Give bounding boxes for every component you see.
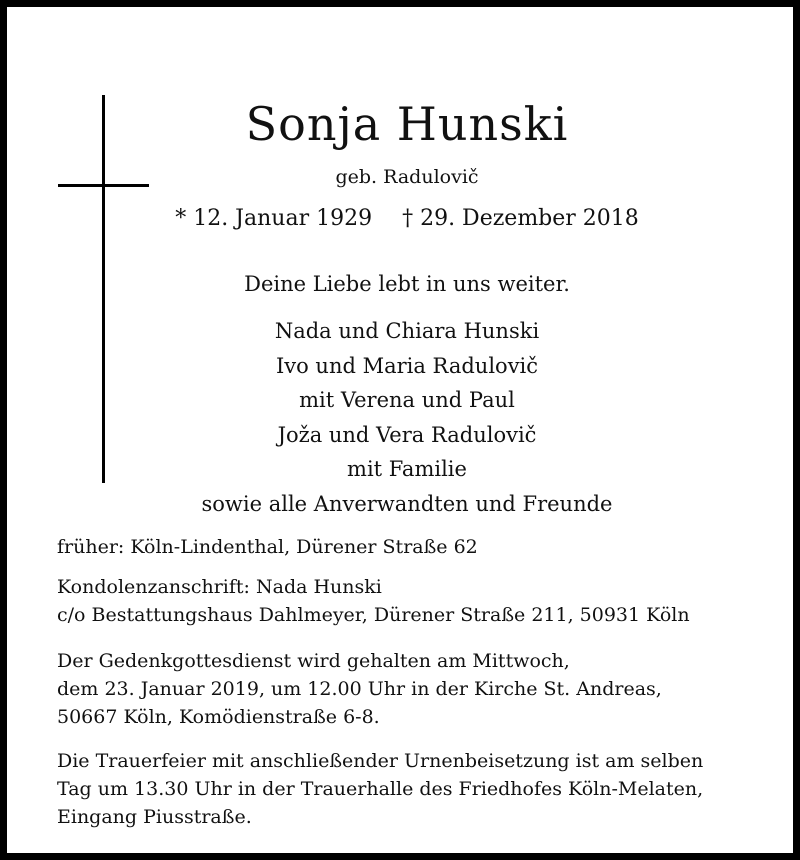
funeral-line: Tag um 13.30 Uhr in der Trauerhalle des Friedhofes Köln-Melaten, bbox=[57, 778, 704, 800]
mourner-line: mit Verena und Paul bbox=[299, 388, 515, 412]
funeral-line: Eingang Piusstraße. bbox=[57, 806, 252, 828]
mourner-line: mit Familie bbox=[347, 457, 467, 481]
deceased-name: Sonja Hunski bbox=[245, 97, 569, 151]
condolence-address bbox=[57, 573, 787, 629]
motto: Deine Liebe lebt in uns weiter. bbox=[244, 272, 570, 296]
cross-icon-vertical-bar bbox=[102, 95, 105, 483]
memorial-line: dem 23. Januar 2019, um 12.00 Uhr in der Kirche St. Andreas, bbox=[57, 678, 662, 700]
funeral-line: Die Trauerfeier mit anschließender Urnenbeisetzung ist am selben bbox=[57, 750, 704, 772]
birth-date: * 12. Januar 1929 bbox=[175, 206, 373, 231]
memorial-line: 50667 Köln, Komödienstraße 6-8. bbox=[57, 706, 380, 728]
condolence-line: c/o Bestattungshaus Dahlmeyer, Dürener Straße 211, 50931 Köln bbox=[57, 604, 690, 626]
death-date: † 29. Dezember 2018 bbox=[402, 206, 639, 231]
former-address: früher: Köln-Lindenthal, Dürener Straße 62 bbox=[57, 536, 478, 558]
condolence-line: Kondolenzanschrift: Nada Hunski bbox=[57, 576, 382, 598]
memorial-line: Der Gedenkgottesdienst wird gehalten am Mittwoch, bbox=[57, 650, 570, 672]
life-dates bbox=[107, 203, 707, 235]
mourner-line: Joža und Vera Radulovič bbox=[277, 422, 537, 447]
birth-name: geb. Radulovič bbox=[335, 166, 479, 188]
memorial-service-info bbox=[57, 647, 787, 731]
funeral-info bbox=[57, 747, 787, 831]
mourners-list bbox=[107, 314, 707, 521]
mourner-line: Ivo und Maria Radulovič bbox=[275, 353, 539, 378]
mourner-line: Nada und Chiara Hunski bbox=[274, 319, 540, 343]
mourner-line: sowie alle Anverwandten und Freunde bbox=[201, 491, 613, 516]
